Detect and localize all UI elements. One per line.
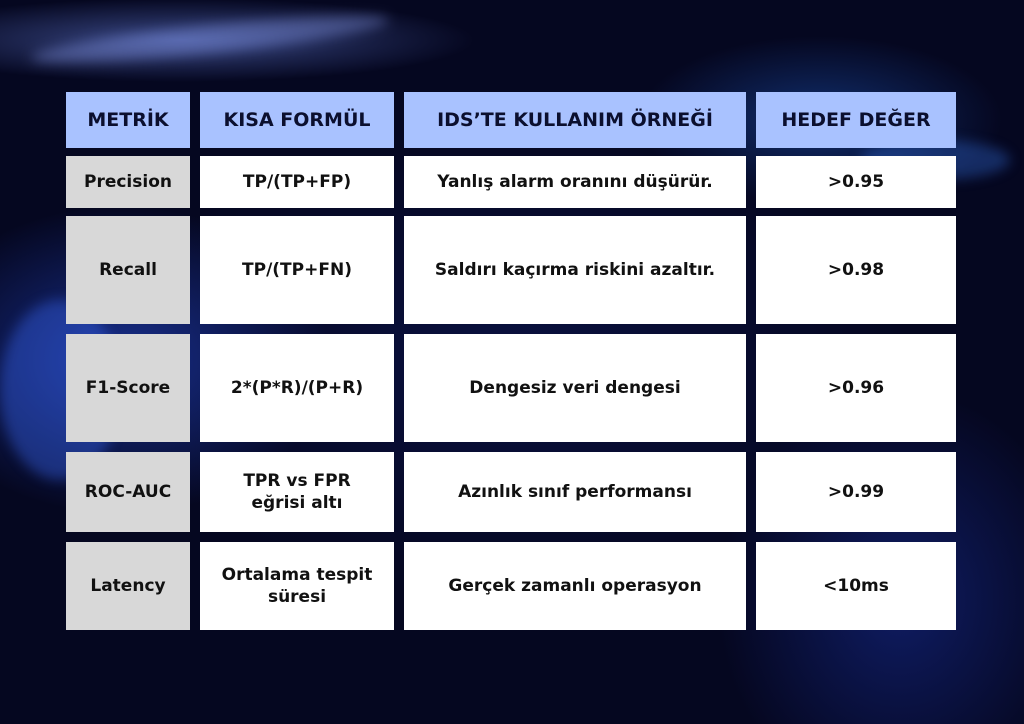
formula-text: TPR vs FPR eğrisi altı (243, 470, 351, 513)
table-row-formula (200, 216, 394, 324)
metric-name: Precision (83, 171, 172, 192)
header-target (756, 92, 956, 148)
metric-name: F1-Score (85, 377, 171, 398)
target-value: >0.98 (827, 259, 885, 280)
table-row-target (756, 216, 956, 324)
header-metric-label: METRİK (87, 108, 169, 131)
metrics-table (66, 92, 958, 632)
table-row-formula (200, 334, 394, 442)
table-row-metric (66, 156, 190, 208)
header-metric (66, 92, 190, 148)
table-row-target (756, 452, 956, 532)
target-value: >0.99 (827, 481, 885, 502)
table-row-usage (404, 156, 746, 208)
metric-name: ROC-AUC (84, 481, 172, 502)
target-value: >0.96 (827, 377, 885, 398)
table-row-metric (66, 542, 190, 630)
table-row-metric (66, 216, 190, 324)
usage-text: Azınlık sınıf performansı (458, 481, 692, 502)
table-row-usage (404, 542, 746, 630)
target-value: >0.95 (827, 171, 885, 192)
table-row-target (756, 156, 956, 208)
usage-text: Dengesiz veri dengesi (469, 377, 681, 398)
target-value: <10ms (823, 575, 889, 596)
header-formula-label: KISA FORMÜL (223, 108, 371, 131)
table-row-usage (404, 216, 746, 324)
header-usage-label: IDS’TE KULLANIM ÖRNEĞİ (437, 108, 713, 131)
header-target-label: HEDEF DEĞER (781, 108, 931, 131)
table-row-formula (200, 542, 394, 630)
table-row-metric (66, 452, 190, 532)
usage-text: Yanlış alarm oranını düşürür. (437, 171, 713, 192)
table-row-usage (404, 452, 746, 532)
formula-text: Ortalama tespit süresi (221, 564, 373, 607)
table-row-formula (200, 156, 394, 208)
header-formula (200, 92, 394, 148)
table-row-target (756, 542, 956, 630)
background-light-streak (30, 6, 391, 71)
metric-name: Recall (99, 259, 157, 280)
table-row-formula (200, 452, 394, 532)
table-row-target (756, 334, 956, 442)
metric-name: Latency (90, 575, 166, 596)
usage-text: Gerçek zamanlı operasyon (448, 575, 702, 596)
usage-text: Saldırı kaçırma riskini azaltır. (434, 259, 716, 280)
table-row-usage (404, 334, 746, 442)
header-usage (404, 92, 746, 148)
formula-text: TP/(TP+FP) (242, 171, 352, 192)
formula-text: 2*(P*R)/(P+R) (230, 377, 364, 398)
table-row-metric (66, 334, 190, 442)
formula-text: TP/(TP+FN) (242, 259, 352, 280)
